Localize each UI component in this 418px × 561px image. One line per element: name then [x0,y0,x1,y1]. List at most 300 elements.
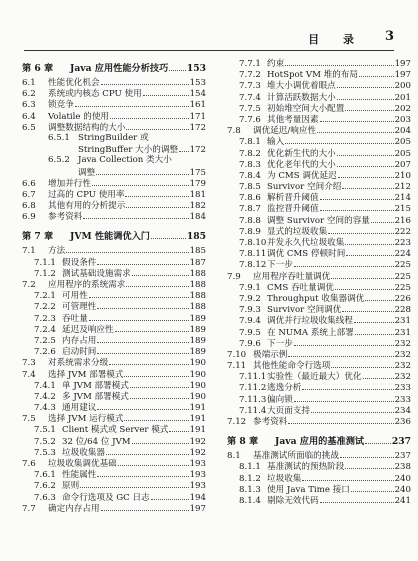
toc-entry[interactable] [22,200,206,211]
toc-entry-title: 其他有用的分析提示 [48,201,126,212]
toc-entry-page: 222 [394,226,411,237]
toc-entry-title: 确定内存占用 [48,503,100,514]
toc-entry-page: 215 [394,204,411,215]
toc-entry[interactable] [22,335,206,346]
toc-entry-title: 应用程序的系统需求 [48,280,126,290]
toc-entry-title: 并发永久代垃圾收集 [267,238,345,248]
toc-entry-number: 7.9.1 [239,282,261,293]
toc-entry-page: 207 [394,159,411,170]
toc-entry-number: 7.6.2 [34,481,56,492]
toc-leader-dots [365,293,393,301]
toc-entry[interactable] [227,405,411,416]
toc-entry-title: 使用 Java Time 接口 [267,484,350,495]
toc-entry-number: 6.6 [22,178,36,189]
toc-leader-dots [92,178,189,186]
toc-entry-number: 7.7.5 [239,103,261,114]
toc-entry[interactable] [22,346,206,357]
toc-leader-dots [101,77,189,85]
toc-entry-title: 基准测试所面临的挑战 [253,451,339,462]
toc-leader-dots [97,335,188,343]
toc-entry[interactable] [227,125,411,136]
toc-entry[interactable] [227,170,411,181]
page-header [24,28,394,51]
toc-entry-number: 7.8.3 [239,159,261,170]
toc-entry-title: Java 应用的基准测试 [275,436,365,448]
toc-entry-number: 8.1.4 [239,495,261,506]
toc-entry-number: 7.9.6 [239,338,261,349]
toc-entry[interactable] [227,92,411,103]
toc-leader-dots [288,349,393,357]
toc-entry-title: 大页面支持 [267,405,310,416]
toc-entry[interactable] [22,77,206,88]
toc-leader-dots [97,257,188,265]
toc-entry-page: 192 [189,447,206,458]
toc-leader-dots [294,394,394,402]
toc-entry[interactable] [227,416,411,427]
toc-leader-dots [335,282,394,290]
toc-entry[interactable] [227,203,411,214]
toc-entry-page: 225 [394,260,411,271]
toc-leader-dots [151,492,189,500]
toc-entry-title: Client 模式或 Server 模式 [62,425,169,436]
toc-entry-page: 175 [189,167,206,178]
toc-leader-dots [285,58,393,66]
toc-entry-number: 6.9 [22,212,36,223]
toc-leader-dots [302,473,393,481]
toc-entry-title: 显式的垃圾收集 [267,226,328,237]
toc-entry-number: 7.6 [22,459,36,469]
toc-entry-number: 6.5.1 [48,132,70,143]
toc-leader-dots [342,304,393,312]
toc-entry[interactable] [227,304,411,315]
toc-entry[interactable] [227,103,411,114]
toc-entry-title: Java 应用性能分析技巧 [70,63,169,74]
toc-entry[interactable] [227,473,411,484]
toc-entry-title: 通用建议 [62,403,97,414]
toc-entry-number: 7.8.10 [239,238,267,248]
toc-entry-title: 解析晋升阈值 [267,193,319,204]
toc-entry-page: 197 [394,59,411,69]
toc-entry-page: 194 [189,492,206,503]
toc-entry[interactable] [22,144,206,155]
toc-entry[interactable] [227,159,411,170]
toc-entry-number: 6.5 [22,122,36,133]
toc-entry[interactable] [22,402,206,413]
toc-entry-page: 161 [189,100,206,111]
toc-entry[interactable] [22,313,206,324]
toc-entry-page: 224 [394,249,411,260]
toc-leader-dots [96,167,188,175]
toc-leader-dots [97,301,188,309]
toc-entry-title: 优化老年代的大小 [267,159,336,170]
toc-entry[interactable] [22,492,206,503]
toc-entry[interactable] [22,480,206,491]
toc-leader-dots [331,271,393,279]
toc-entry-title: 过高的 CPU 使用率 [48,189,125,200]
toc-entry[interactable] [22,424,206,435]
toc-entry[interactable] [227,293,411,304]
toc-entry-title: 延迟及响应性 [62,324,114,335]
toc-entry-title: StringBuilder 或 [78,132,149,143]
toc-entry[interactable] [227,327,411,338]
toc-entry-title: Throughput 收集器调优 [267,293,365,304]
toc-entry-title: 原则 [62,481,80,492]
toc-entry-page: 191 [189,403,206,414]
toc-entry[interactable] [22,245,206,256]
toc-entry-title: 可管理性 [62,302,97,313]
toc-entry-number: 7.1.2 [34,268,56,279]
toc-entry-number: 7.8.5 [239,182,261,193]
toc-entry-number: 7.4.2 [34,391,56,402]
toc-left-column [22,58,206,514]
toc-entry-number: 6.8 [22,201,36,212]
toc-entry-number: 7.8 [227,126,241,137]
toc-entry[interactable] [227,148,411,159]
toc-entry-page: 192 [189,436,206,447]
toc-leader-dots [124,369,188,377]
toc-entry-title: 实验性（最近最大）优化 [267,372,362,383]
toc-leader-dots [285,136,393,144]
toc-leader-dots [132,268,189,276]
toc-entry-page: 193 [189,470,206,481]
toc-entry-title: Java Collection 类大小 [78,155,172,166]
toc-entry-page: 232 [394,349,411,360]
toc-entry[interactable] [22,380,206,391]
toc-entry-number: 7.7.3 [239,81,261,92]
toc-entry-page: 202 [394,103,411,114]
toc-leader-dots [317,125,394,133]
toc-entry-number: 第 6 章 [22,63,54,74]
toc-entry[interactable] [227,136,411,147]
toc-entry[interactable] [22,178,206,189]
toc-entry-title: 垃圾收集 [267,473,302,484]
toc-leader-dots [66,245,188,253]
toc-entry-page: 232 [394,338,411,349]
toc-entry-number: 7.9 [227,271,241,282]
toc-entry-number: 7.5.2 [34,436,56,447]
toc-entry-page: 205 [394,148,411,159]
toc-entry-number: 8.1 [227,451,241,462]
toc-entry-page: 191 [189,414,206,425]
toc-entry[interactable] [22,122,206,133]
toc-leader-dots [97,402,188,410]
toc-entry-number: 7.6.1 [34,470,56,481]
toc-leader-dots [115,324,189,332]
toc-entry-number: 8.1.3 [239,484,261,495]
toc-entry[interactable] [227,495,411,506]
toc-entry-number: 7.2.4 [34,324,56,335]
toc-entry[interactable] [22,413,206,424]
toc-entry-title: 垃圾收集调优基础 [48,459,117,469]
toc-entry[interactable] [22,391,206,402]
toc-leader-dots [118,458,189,466]
toc-entry[interactable] [22,357,206,368]
toc-entry-page: 187 [189,257,206,268]
toc-entry[interactable] [227,484,411,495]
toc-chapter-entry[interactable] [22,229,206,245]
toc-entry-number: 第 8 章 [227,436,259,448]
toc-entry[interactable] [22,167,206,178]
toc-entry-number: 7.2.3 [34,313,56,324]
toc-entry-page: 185 [189,246,206,257]
toc-entry[interactable] [227,226,411,237]
toc-leader-dots [338,170,394,178]
toc-entry[interactable] [227,114,411,125]
toc-leader-dots [151,231,186,239]
toc-entry-title: 假设条件 [62,257,97,268]
toc-entry[interactable] [22,290,206,301]
toc-entry[interactable] [227,371,411,382]
toc-entry-number: 7.7.1 [239,59,261,69]
toc-entry[interactable] [227,394,411,405]
toc-leader-dots [340,450,394,458]
toc-entry-page: 223 [394,238,411,248]
toc-entry[interactable] [22,268,206,279]
toc-entry[interactable] [227,58,411,69]
toc-entry[interactable] [227,215,411,226]
toc-entry-title: 多 JVM 部署模式 [62,391,129,402]
toc-entry[interactable] [227,450,411,461]
toc-entry-number: 7.2.6 [34,347,56,358]
toc-entry-number: 7.9.2 [239,293,261,304]
toc-entry-page: 214 [394,193,411,204]
toc-leader-dots [130,391,189,399]
toc-entry[interactable] [227,237,411,248]
toc-entry-page: 188 [189,291,206,302]
toc-entry-page: 191 [189,425,206,436]
toc-entry-title: 应用程序吞吐量调优 [253,271,331,282]
toc-leader-dots [179,144,189,152]
toc-entry[interactable] [227,248,411,259]
toc-entry-page: 231 [394,316,411,327]
toc-entry-page: 203 [394,114,411,125]
toc-entry[interactable] [227,181,411,192]
toc-leader-dots [80,480,188,488]
toc-entry-page: 193 [189,459,206,469]
toc-leader-dots [331,360,393,368]
toc-entry-title: 32 位/64 位 JVM [62,436,131,447]
toc-entry-number: 7.8.4 [239,170,261,181]
toc-entry-number: 8.1.1 [239,462,261,473]
toc-entry-number: 6.3 [22,100,36,111]
toc-entry-title: 调优并行垃圾收集线程 [267,316,353,327]
toc-entry-page: 185 [186,231,206,243]
toc-entry-number: 7.4.1 [34,380,56,391]
toc-entry-title: 堆大小调优着眼点 [267,81,336,92]
toc-entry-page: 237 [394,451,411,462]
toc-entry-page: 172 [189,145,206,156]
toc-entry-page: 234 [394,405,411,416]
toc-entry-title: JVM 性能调优入门 [70,231,150,243]
toc-entry-title: 增加并行性 [48,178,91,189]
toc-chapter-entry[interactable] [227,434,411,450]
toc-entry-number: 7.7.6 [239,114,261,125]
toc-entry[interactable] [227,271,411,282]
toc-entry-number: 7.1 [22,246,36,257]
toc-leader-dots [320,495,394,503]
toc-entry[interactable] [22,458,206,469]
toc-entry-number: 6.5.2 [48,155,70,166]
toc-entry[interactable] [22,279,206,290]
toc-entry[interactable] [22,189,206,200]
toc-entry-number: 7.4.3 [34,403,56,414]
toc-entry[interactable] [227,69,411,80]
toc-entry-title: Survivor 空间调优 [267,305,342,316]
toc-entry-page: 232 [394,361,411,372]
toc-entry-number: 7.12 [227,417,247,427]
toc-entry-title: 为 CMS 调优延迟 [267,170,337,181]
toc-entry-number: 7.4 [22,369,36,380]
toc-entry-title: 调优延迟/响应性 [253,126,317,137]
toc-entry-page: 189 [189,313,206,324]
toc-entry-page: 232 [394,372,411,383]
toc-leader-dots [302,382,393,390]
toc-entry-page: 241 [394,495,411,506]
toc-entry-title: 吞吐量 [62,313,88,324]
toc-leader-dots [294,259,394,267]
toc-leader-dots [345,103,393,111]
toc-entry-title: 单 JVM 部署模式 [62,380,129,391]
toc-entry-title: 监控晋升阈值 [267,204,319,215]
toc-entry[interactable] [22,324,206,335]
toc-entry[interactable] [227,192,411,203]
toc-entry-number: 7.6.3 [34,492,56,503]
toc-entry-number: 7.8.2 [239,148,261,159]
toc-entry-title: StringBuffer 大小的调整 [78,145,179,156]
toc-entry[interactable] [22,88,206,99]
toc-entry-page: 188 [189,268,206,279]
toc-entry-title: 下一步 [267,338,293,349]
toc-leader-dots [328,226,393,234]
toc-entry-page: 212 [394,182,411,193]
toc-entry-title: Survivor 空间介绍 [267,182,342,193]
toc-entry-number: 7.8.7 [239,204,261,215]
toc-leader-dots [143,88,189,96]
toc-chapter-entry[interactable] [22,61,206,77]
toc-leader-dots [75,99,189,107]
toc-entry-page: 240 [394,473,411,484]
toc-entry-number: 7.8.9 [239,226,261,237]
toc-leader-dots [351,484,394,492]
toc-leader-dots [288,416,393,424]
toc-entry[interactable] [227,282,411,293]
toc-leader-dots [365,436,391,444]
toc-entry-title: 可用性 [62,291,88,302]
toc-entry[interactable] [227,382,411,393]
toc-entry[interactable] [227,315,411,326]
toc-entry-number: 7.2.2 [34,302,56,313]
toc-entry-number: 7.9.4 [239,316,261,327]
toc-entry[interactable] [22,111,206,122]
toc-entry[interactable] [227,461,411,472]
toc-entry[interactable] [22,211,206,222]
toc-entry-page: 226 [394,293,411,304]
toc-entry-page: 233 [394,394,411,405]
toc-leader-dots [345,237,393,245]
toc-entry-number: 7.5.3 [34,447,56,458]
toc-entry-title: 系统或内核态 CPU 使用 [48,89,142,100]
toc-entry-page: 197 [189,503,206,514]
toc-entry-title: 下一步 [267,260,293,271]
toc-entry-page: 154 [189,89,206,100]
toc-entry-title: 内存占用 [62,335,97,346]
toc-entry-title: 其他考量因素 [267,114,319,125]
toc-leader-dots [126,279,188,287]
toc-entry-page: 204 [394,126,411,137]
toc-leader-dots [337,92,394,100]
toc-entry-page: 184 [189,212,206,223]
toc-entry-number: 8.1.2 [239,473,261,484]
toc-entry-number: 7.11.1 [239,372,267,383]
toc-entry[interactable] [227,259,411,270]
toc-entry[interactable] [227,338,411,349]
toc-entry[interactable] [22,257,206,268]
toc-entry-page: 188 [189,302,206,313]
toc-entry-number: 7.2 [22,280,36,290]
toc-entry[interactable] [22,301,206,312]
toc-leader-dots [97,469,188,477]
toc-entry[interactable] [22,436,206,447]
toc-entry[interactable] [22,503,206,514]
toc-entry[interactable] [22,369,206,380]
toc-entry-number: 7.7.2 [239,70,261,81]
toc-leader-dots [337,148,394,156]
toc-entry-title: 测试基础设施需求 [62,268,131,279]
toc-leader-dots [359,69,394,77]
toc-entry-page: 233 [394,383,411,394]
toc-entry-page: 179 [189,178,206,189]
toc-entry-title: 基准测试的预热阶段 [267,462,345,473]
toc-entry-number: 7.1.1 [34,257,56,268]
toc-entry[interactable] [227,349,411,360]
toc-entry-title: 在 NUMA 系统上部署 [267,327,354,338]
toc-entry[interactable] [22,133,206,144]
toc-entry-title: 初始堆空间大小配置 [267,103,345,114]
toc-leader-dots [342,181,393,189]
toc-entry-number: 7.11.3 [239,394,267,405]
toc-entry[interactable] [22,155,206,166]
toc-entry[interactable] [22,469,206,480]
toc-entry-number: 7.5.1 [34,425,56,436]
toc-entry[interactable] [22,447,206,458]
header-page-number: 3 [384,29,394,44]
toc-entry-title: 参考资料 [253,417,288,427]
toc-entry-title: 启动时间 [62,347,97,358]
toc-entry-title: 调整数据结构的大小 [48,122,126,133]
toc-leader-dots [169,63,186,71]
toc-entry[interactable] [22,99,206,110]
toc-entry-title: 其他性能命令行选项 [253,361,331,372]
toc-entry-title: Volatile 的使用 [48,111,110,122]
toc-entry-title: 参考资料 [48,212,83,223]
toc-entry[interactable] [227,80,411,91]
toc-entry-number: 7.11 [227,361,247,372]
toc-entry[interactable] [227,360,411,371]
toc-entry-page: 205 [394,137,411,148]
toc-entry-page: 153 [189,78,206,88]
toc-entry-title: 调整 [78,167,96,178]
toc-right-column [227,58,411,506]
toc-entry-title: 极端示例 [253,349,288,360]
toc-entry-page: 172 [189,122,206,133]
toc-leader-dots [355,327,394,335]
toc-entry-number: 7.11.4 [239,405,267,416]
toc-entry-number: 7.2.5 [34,335,56,346]
toc-leader-dots [101,503,189,511]
toc-leader-dots [337,159,394,167]
toc-entry-title: 对系统需求分级 [48,358,109,369]
toc-entry-number: 6.7 [22,189,36,200]
